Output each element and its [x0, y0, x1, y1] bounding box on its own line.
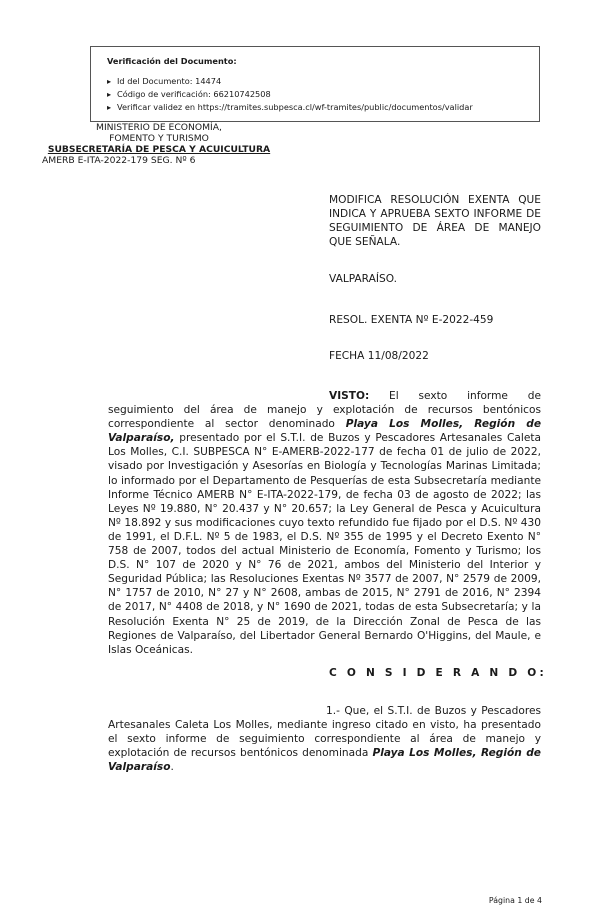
verification-id: ▸ Id del Documento: 14474	[107, 75, 539, 88]
subsecretaria-name: SUBSECRETARÍA DE PESCA Y ACUICULTURA	[47, 144, 271, 155]
visto-paragraph	[108, 389, 541, 657]
ministry-header	[34, 122, 284, 155]
verification-list	[107, 75, 539, 114]
verification-box	[90, 46, 540, 122]
considerando-paragraph-1	[108, 704, 541, 774]
resolution-title: MODIFICA RESOLUCIÓN EXENTA QUE INDICA Y APRUEBA SEXTO INFORME DE SEGUIMIENTO DE ÁREA DE MANEJO QUE SEÑALA.	[329, 194, 541, 248]
verification-url[interactable]: ▸ Verificar validez en https://tramites.subpesca.cl/wf-tramites/public/documentos/validar	[107, 101, 539, 114]
visto-sector: Playa Los Molles, Región de Valparaíso,	[108, 418, 542, 445]
ministry-line-1: MINISTERIO DE ECONOMÍA,	[96, 122, 222, 133]
considerando-heading: C O N S I D E R A N D O:	[329, 667, 547, 679]
visto-text-2: presentado por el S.T.I. de Buzos y Pescadores Artesanales Caleta Los Molles, C.I. SUBPESCA N° E-AMERB-2022-177 de fecha 01 de julio de 2022, visado por Investigación y Asesorías en Biología y Tecnologías Marinas Limitada; lo informado por el Departamento de Pesquerías de esta Subsecretaría mediante Informe Técnico AMERB N° E-ITA-2022-179, de fecha 03 de agosto de 2022; las Leyes Nº 19.880, N° 20.437 y N° 20.657; la Ley General de Pesca y Acuicultura Nº 18.892 y sus modificaciones cuyo texto refundido fue fijado por el D.S. Nº 430 de 1991, el D.F.L. Nº 5 de 1983, el D.S. Nº 355 de 1995 y el Decreto Exento N° 758 de 2007, todos del actual Ministerio de Economía, Fomento y Turismo; los D.S. N° 107 de 2020 y N° 76 de 2021, ambos del Ministerio del Interior y Seguridad Pública; las Resoluciones Exentas Nº 3577 de 2007, N° 2579 de 2009, N° 1757 de 2010, N° 27 y N° 2608, ambas de 2015, N° 2791 de 2016, N° 2394 de 2017, N° 4408 de 2018, y N° 1690 de 2021, todas de esta Subsecretaría; y la Resolución Exenta N° 25 de 2019, de la Dirección Zonal de Pesca de las Regiones de Valparaíso, del Libertador General Bernardo O'Higgins, del Maule, e Islas Oceánicas.	[108, 432, 541, 656]
visto-label: VISTO:	[329, 390, 370, 402]
visto-text-1: El sexto informe de seguimiento del área de manejo y explotación de recursos bentónicos correspondiente al sector denominado	[108, 390, 541, 431]
considerando-1-sector: Playa Los Molles, Región de Valparaíso	[108, 747, 541, 774]
verification-title: Verificación del Documento:	[107, 56, 237, 66]
considerando-1-end: .	[170, 761, 174, 774]
amerb-reference: AMERB E-ITA-2022-179 SEG. Nº 6	[42, 155, 196, 166]
considerando-1-number: 1.-	[326, 705, 340, 717]
ministry-line-2: FOMENTO Y TURISMO	[109, 133, 209, 144]
considerando-1-text: Que, el S.T.I. de Buzos y Pescadores Artesanales Caleta Los Molles, mediante ingreso citado en visto, ha presentado el sexto informe de seguimiento correspondiente al área de manejo y explotación de recursos bentónicos denominada	[108, 705, 541, 760]
resolution-date: FECHA 11/08/2022	[329, 350, 429, 362]
verification-code: ▸ Código de verificación: 66210742508	[107, 88, 539, 101]
place: VALPARAÍSO.	[329, 273, 397, 285]
page-number: Página 1 de 4	[488, 896, 542, 905]
resolution-number: RESOL. EXENTA Nº E-2022-459	[329, 314, 494, 326]
